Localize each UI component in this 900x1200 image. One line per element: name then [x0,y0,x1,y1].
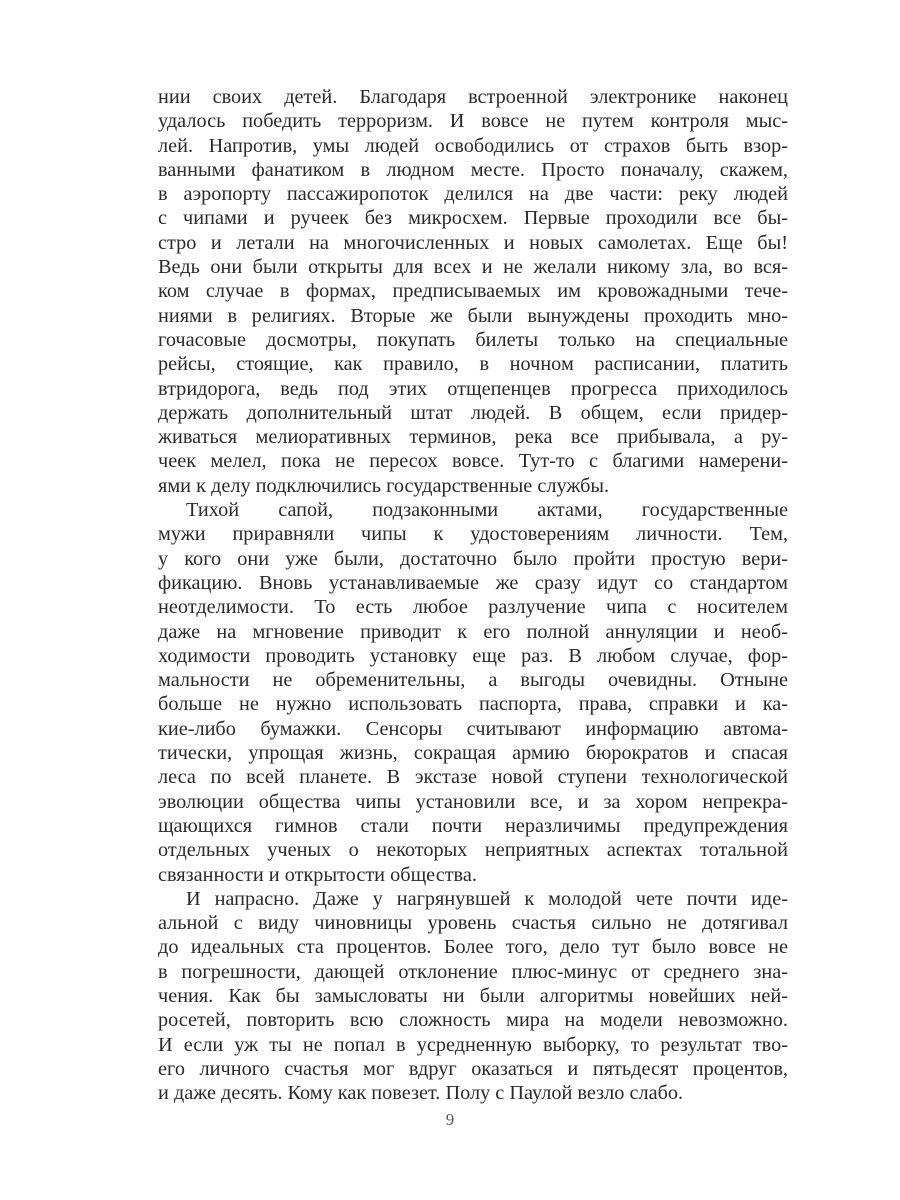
text-line: отдельных ученых о некоторых неприятных аспектах тотальной [158,839,788,862]
text-line: неотделимости. То есть любое разлучение чипа с носителем [158,596,788,619]
text-line: щающихся гимнов стали почти неразличимы предупреждения [158,814,788,837]
text-line: ходимости проводить установку еще раз. В любом случае, фор- [158,644,788,667]
text-line: И если уж ты не попал в усредненную выборку, то результат тво- [158,1033,788,1056]
text-line: ванными фанатиком в людном месте. Просто поначалу, скажем, [158,158,788,181]
text-line: у кого они уже были, достаточно было пройти простую вери- [158,547,788,570]
text-line: Тихой сапой, подзаконными актами, государственные [186,499,788,522]
text-line: лей. Напротив, умы людей освободились от страхов быть взор- [158,134,788,157]
text-line: мужи приравняли чипы к удостоверениям личности. Тем, [158,523,788,546]
text-line: больше не нужно использовать паспорта, права, справки и ка- [158,693,788,716]
text-line: нии своих детей. Благодаря встроенной электронике наконец [158,86,788,108]
text-line: даже на мгновение приводит к его полной аннуляции и необ- [158,620,788,643]
paragraph [158,498,788,887]
paragraph [158,85,788,498]
text-line: держать дополнительный штат людей. В общем, если придер- [158,401,788,424]
text-line: рейсы, стоящие, как правило, в ночном расписании, платить [158,353,788,376]
body-text [158,85,788,1105]
text-line: в погрешности, дающей отклонение плюс-минус от среднего зна- [158,960,788,983]
text-line: кие-либо бумажки. Сенсоры считывают информацию автома- [158,717,788,740]
text-line: И напрасно. Даже у нагрянувшей к молодой чете почти иде- [186,887,788,910]
text-line: связанности и открытости общества. [158,863,477,886]
text-line: с чипами и ручеек без микросхем. Первые проходили все бы- [158,207,788,230]
text-line: тически, упрощая жизнь, сокращая армию бюрократов и спасая [158,742,788,765]
text-line: леса по всей планете. В экстазе новой ступени технологической [158,766,788,789]
text-line: до идеальных ста процентов. Более того, дело тут было вовсе не [158,936,788,959]
text-line: эволюции общества чипы установили все, и за хором непрекра- [158,790,788,813]
text-line: в аэропорту пассажиропоток делился на две части: реку людей [158,183,788,206]
text-line: ниями в религиях. Вторые же были вынуждены проходить мно- [158,304,788,327]
text-line: его личного счастья мог вдруг оказаться и пятьдесят процентов, [158,1057,788,1080]
text-line: чения. Как бы замысловаты ни были алгоритмы новейших ней- [158,984,788,1007]
text-line: удалось победить терроризм. И вовсе не путем контроля мыс- [158,110,788,133]
text-line: росетей, повторить всю сложность мира на модели невозможно. [158,1009,788,1032]
text-line: гочасовые досмотры, покупать билеты только на специальные [158,328,788,351]
text-line: и даже десять. Кому как повезет. Полу с Паулой везло слабо. [158,1082,684,1105]
text-line: альной с виду чиновницы уровень счастья сильно не дотягивал [158,912,788,935]
text-line: живаться мелиоративных терминов, река все прибывала, а ру- [158,426,788,449]
text-line: чеек мелел, пока не пересох вовсе. Тут-то с благими намерени- [158,450,788,473]
text-line: ями к делу подключились государственные службы. [158,474,610,497]
text-line: Ведь они были открыты для всех и не желали никому зла, во вся- [158,256,788,279]
text-line: ком случае в формах, предписываемых им кровожадными тече- [158,280,788,303]
text-line: мальности не обременительны, а выгоды очевидны. Отныне [158,669,788,692]
text-line: стро и летали на многочисленных и новых самолетах. Еще бы! [158,231,788,254]
text-line: фикацию. Вновь устанавливаемые же сразу идут со стандартом [158,571,788,594]
page-number: 9 [445,1110,455,1129]
paragraph [158,887,788,1106]
text-line: втридорога, ведь под этих отщепенцев прогресса приходилось [158,377,788,400]
